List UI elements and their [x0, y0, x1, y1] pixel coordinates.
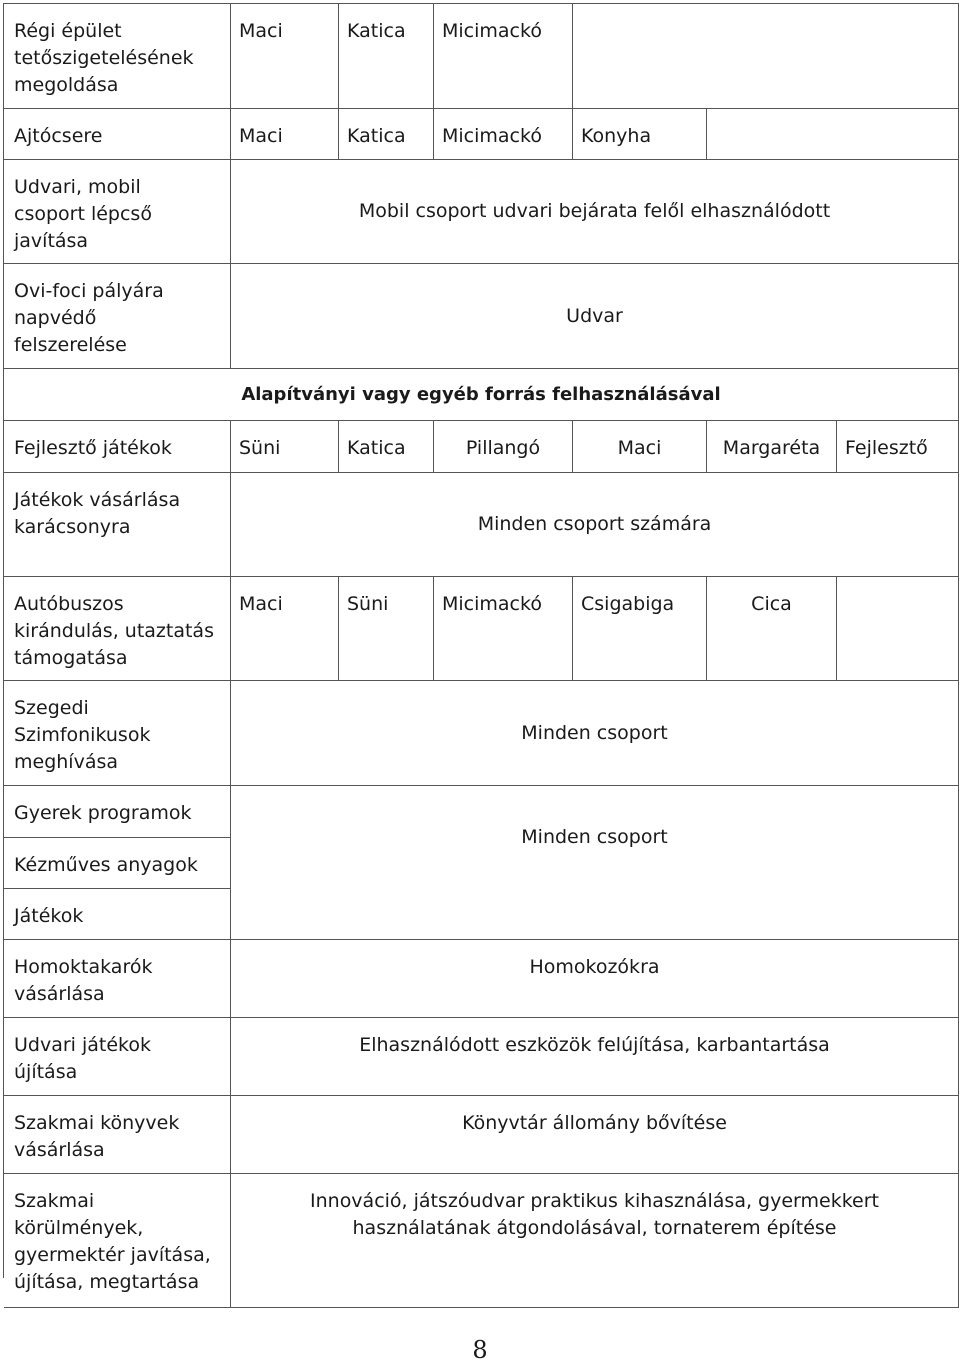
empty-cell [573, 4, 959, 109]
note-cell: Udvar [231, 264, 959, 369]
group-cell: Margaréta [707, 421, 837, 473]
group-cell: Maci [231, 577, 339, 681]
empty-cell [231, 889, 959, 940]
group-cell: Micimackó [434, 4, 573, 109]
group-cell: Fejlesztő [837, 421, 959, 473]
group-cell: Micimackó [434, 577, 573, 681]
row-label: Szakmai könyvek vásárlása [4, 1096, 231, 1174]
note-cell: Innováció, játszóudvar praktikus kihasználása, gyermekkert használatának átgondolásával, tornaterem építése [231, 1174, 959, 1308]
group-cell: Katica [339, 421, 434, 473]
note-cell: Minden csoport [231, 681, 959, 786]
row-label: Autóbuszos kirándulás, utaztatás támogatása [4, 577, 231, 681]
note-cell: Könyvtár állomány bővítése [231, 1096, 959, 1174]
row-label: Fejlesztő játékok [4, 421, 231, 473]
group-cell: Maci [231, 109, 339, 160]
group-cell: Cica [707, 577, 837, 681]
row-label: Homoktakarók vásárlása [4, 940, 231, 1018]
group-cell: Süni [231, 421, 339, 473]
row-label: Gyerek programok [4, 786, 231, 838]
row-label: Kézműves anyagok [4, 838, 231, 889]
note-cell: Minden csoport számára [231, 473, 959, 577]
note-cell: Elhasználódott eszközök felújítása, karbantartása [231, 1018, 959, 1096]
row-label: Játékok vásárlása karácsonyra [4, 473, 231, 577]
group-cell: Csigabiga [573, 577, 707, 681]
row-label: Udvari, mobil csoport lépcső javítása [4, 160, 231, 264]
note-cell: Minden csoport [231, 786, 959, 889]
empty-cell [837, 577, 959, 681]
row-label: Szakmai körülmények, gyermektér javítása, újítása, megtartása [4, 1174, 231, 1308]
empty-cell [707, 109, 959, 160]
group-cell: Maci [573, 421, 707, 473]
group-cell: Konyha [573, 109, 707, 160]
note-cell: Homokozókra [231, 940, 959, 1018]
group-cell: Katica [339, 4, 434, 109]
group-cell: Maci [231, 4, 339, 109]
page-number: 8 [472, 1336, 488, 1364]
group-cell: Micimackó [434, 109, 573, 160]
row-label: Régi épület tetőszigetelésének megoldása [4, 4, 231, 109]
row-label: Ajtócsere [4, 109, 231, 160]
note-cell: Mobil csoport udvari bejárata felől elhasználódott [231, 160, 959, 264]
row-label: Szegedi Szimfonikusok meghívása [4, 681, 231, 786]
row-label: Játékok [4, 889, 231, 940]
row-label: Udvari játékok újítása [4, 1018, 231, 1096]
row-label: Ovi-foci pályára napvédő felszerelése [4, 264, 231, 369]
group-cell: Süni [339, 577, 434, 681]
section-heading: Alapítványi vagy egyéb forrás felhasználásával [4, 369, 959, 421]
group-cell: Katica [339, 109, 434, 160]
activity-table [3, 3, 959, 1293]
group-cell: Pillangó [434, 421, 573, 473]
